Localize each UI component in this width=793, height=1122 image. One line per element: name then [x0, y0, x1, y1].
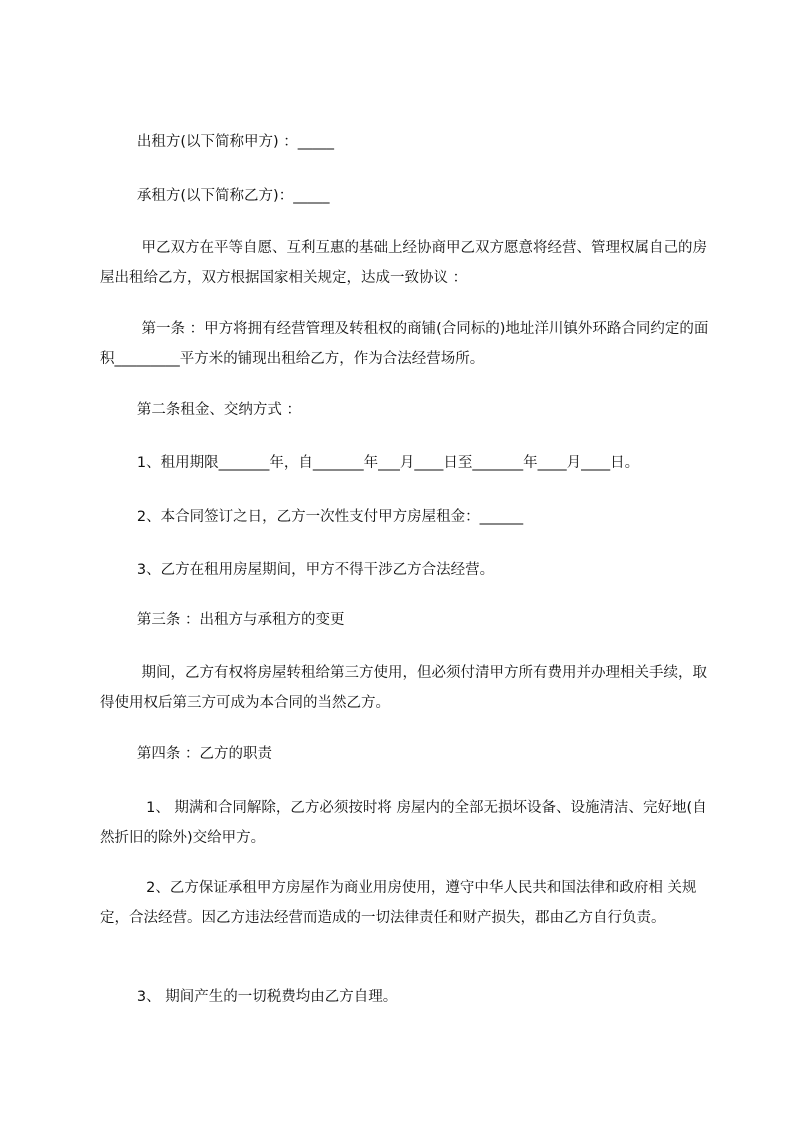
- article-four-heading: 第四条 ：乙方的职责: [100, 746, 272, 762]
- lease-term-item: 1、租用期限_______年，自_______年___月____日至_______年____月____日。: [100, 455, 640, 471]
- article-two-heading: 第二条租金、交纳方式 ：: [100, 402, 301, 418]
- non-interference-item: 3、乙方在租用房屋期间，甲方不得干涉乙方合法经营。: [100, 562, 495, 578]
- article-three-heading: 第三条 ：出租方与承租方的变更: [100, 612, 345, 628]
- rent-payment-item: 2、本合同签订之日，乙方一次性支付甲方房屋租金：______: [100, 509, 524, 525]
- duty-item-one: 1、 期满和合同解除，乙方必须按时将 房屋内的全部无损坏设备、设施清洁、完好地(自然折旧的除外)交给甲方。: [100, 800, 707, 846]
- duty-item-three: 3、 期间产生的一切税费均由乙方自理。: [100, 989, 398, 1005]
- preamble-paragraph: 甲乙双方在平等自愿、互利互惠的基础上经协商甲乙双方愿意将经营、管理权属自己的房屋出租给乙方，双方根据国家相关规定，达成一致协议 ：: [100, 240, 707, 286]
- duty-item-two: 2、乙方保证承租甲方房屋作为商业用房使用，遵守中华人民共和国法律和政府相 关规定，合法经营。因乙方违法经营而造成的一切法律责任和财产损失，郡由乙方自行负责。: [100, 880, 697, 926]
- sublease-paragraph: 期间，乙方有权将房屋转租给第三方使用，但必须付清甲方所有费用并办理相关手续，取得使用权后第三方可成为本合同的当然乙方。: [100, 665, 707, 711]
- lessee-line: 承租方(以下简称乙方)：_____: [100, 188, 330, 204]
- lessor-line: 出租方(以下简称甲方) ：_____: [100, 134, 335, 150]
- article-one-paragraph: 第一条 ：甲方将拥有经营管理及转租权的商铺(合同标的)地址洋川镇外环路合同约定的面积_________平方米的铺现出租给乙方，作为合法经营场所。: [100, 321, 709, 367]
